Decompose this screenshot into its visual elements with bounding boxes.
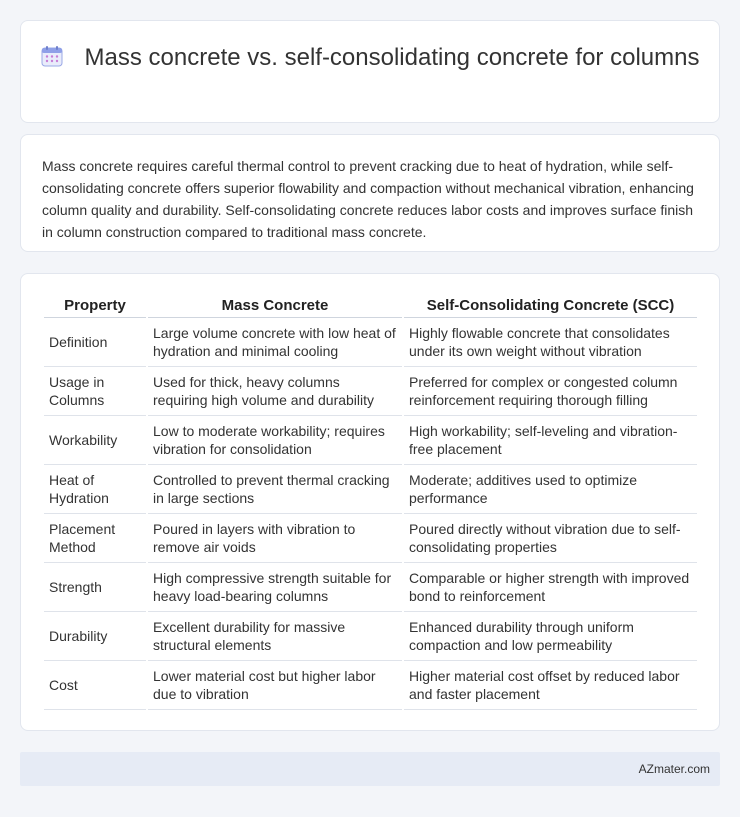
header-scc: Self-Consolidating Concrete (SCC): [404, 296, 697, 318]
row-mass-concrete: Controlled to prevent thermal cracking in large sections: [148, 465, 402, 514]
calendar-icon: [41, 45, 63, 67]
footer-bar: [20, 752, 720, 786]
table-row: [44, 514, 697, 563]
table-row: [44, 661, 697, 710]
row-scc: High workability; self-leveling and vibration-free placement: [404, 416, 697, 465]
row-property: Durability: [44, 612, 146, 661]
row-scc: Higher material cost offset by reduced labor and faster placement: [404, 661, 697, 710]
row-property: Usage in Columns: [44, 367, 146, 416]
row-property: Definition: [44, 318, 146, 367]
row-mass-concrete: Used for thick, heavy columns requiring high volume and durability: [148, 367, 402, 416]
row-mass-concrete: Low to moderate workability; requires vibration for consolidation: [148, 416, 402, 465]
table-header-row: [44, 296, 697, 318]
row-property: Cost: [44, 661, 146, 710]
row-mass-concrete: Excellent durability for massive structural elements: [148, 612, 402, 661]
table-row: [44, 416, 697, 465]
page-title-wrap: [21, 43, 719, 73]
title-card: [20, 20, 720, 123]
row-mass-concrete: Poured in layers with vibration to remove air voids: [148, 514, 402, 563]
table-row: [44, 318, 697, 367]
row-property: Strength: [44, 563, 146, 612]
intro-paragraph: Mass concrete requires careful thermal control to prevent cracking due to heat of hydration, while self-consolidating concrete offers superior flowability and compaction without mechanical vibration, enhancing column quality and durability. Self-consolidating concrete reduces labor costs and improves surface finish in column construction compared to traditional mass concrete.: [42, 158, 694, 240]
table-row: [44, 563, 697, 612]
row-property: Workability: [44, 416, 146, 465]
row-property: Heat of Hydration: [44, 465, 146, 514]
header-mass-concrete: Mass Concrete: [148, 296, 402, 318]
intro-card: [20, 134, 720, 252]
header-property: Property: [44, 296, 146, 318]
row-scc: Poured directly without vibration due to self-consolidating properties: [404, 514, 697, 563]
row-property: Placement Method: [44, 514, 146, 563]
footer-site-link[interactable]: AZmater.com: [638, 762, 710, 776]
row-scc: Enhanced durability through uniform compaction and low permeability: [404, 612, 697, 661]
row-mass-concrete: Lower material cost but higher labor due to vibration: [148, 661, 402, 710]
comparison-table: [42, 296, 699, 710]
row-scc: Comparable or higher strength with improved bond to reinforcement: [404, 563, 697, 612]
table-row: [44, 612, 697, 661]
row-scc: Highly flowable concrete that consolidates under its own weight without vibration: [404, 318, 697, 367]
page-title: Mass concrete vs. self-consolidating concrete for columns: [84, 44, 700, 71]
row-scc: Moderate; additives used to optimize performance: [404, 465, 697, 514]
table-row: [44, 367, 697, 416]
row-mass-concrete: High compressive strength suitable for heavy load-bearing columns: [148, 563, 402, 612]
table-row: [44, 465, 697, 514]
comparison-table-card: [20, 273, 720, 731]
row-scc: Preferred for complex or congested column reinforcement requiring thorough filling: [404, 367, 697, 416]
row-mass-concrete: Large volume concrete with low heat of hydration and minimal cooling: [148, 318, 402, 367]
